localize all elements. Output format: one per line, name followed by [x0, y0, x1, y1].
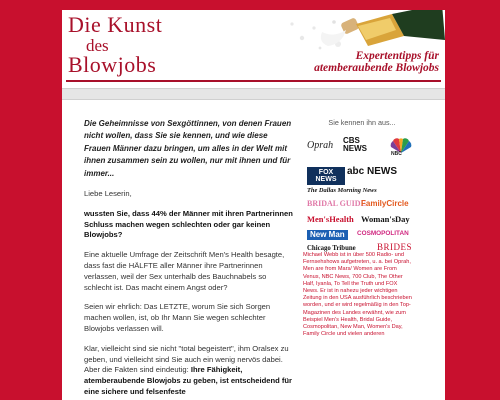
main-content: [84, 118, 294, 400]
site-logo[interactable]: [68, 14, 162, 76]
nbc-label: NBC: [391, 151, 402, 157]
mens-health-logo: Men'sHealth: [307, 214, 354, 224]
nbc-peacock-icon: [389, 135, 413, 151]
chicago-tribune-logo: Chicago Tribune: [307, 245, 356, 252]
fox-news-logo: FOX NEWS: [307, 167, 345, 185]
media-logos: [303, 133, 421, 252]
paragraph-1: Eine aktuelle Umfrage der Zeitschrift Men's Health besagte, dass fast die HÄLFTE aller Männer ihre Partnerinnen verlassen, weil der Sex unterhalb des Bauchnabels so schlecht ist. Das macht einem Angst oder?: [84, 250, 285, 292]
sidebar: [303, 118, 421, 338]
logo-line-1: Die Kunst: [68, 12, 163, 37]
paragraph-3-text: Klar, vielleicht sind sie nicht "total begeistert", ihm Oralsex zu geben, und vielleicht sind Sie auch ein wenig nervös dabei. Aber die Fakten sind eindeutig:: [84, 343, 289, 375]
paragraph-3: [84, 344, 294, 398]
author-bio: Michael Webb ist in über 500 Radio- und Fernsehshows aufgetreten, u. a. bei Oprah, Men are from Mars/ Women are From Venus, NBC News, 700 Club, The Other Half, Iyanla, To Tell the Truth und FOX News. Er ist in nahezu jeder wichtigen Zeitung in den USA ausführlich beschrieben worden, und er wird regelmäßig in den Top-Magazinen des Landes erwähnt, wie zum Beispiel Men's Health, Bridal Guide, Cosmopolitan, New Man, Women's Day, Family Circle und vielen anderen: [303, 252, 412, 338]
logo-line-3: Blowjobs: [68, 52, 157, 77]
header-rule: [66, 80, 441, 82]
brides-logo: BRIDES: [377, 242, 413, 252]
question-text: wussten Sie, dass 44% der Männer mit ihren Partnerinnen Schluss machen wegen schlechten oder gar keinen Blowjobs?: [84, 208, 293, 240]
dallas-morning-news-logo: The Dallas Morning News: [307, 187, 377, 194]
tagline: [314, 50, 439, 74]
site-header: [62, 10, 445, 82]
oprah-logo: Oprah: [307, 140, 334, 151]
header-divider-band: [62, 88, 445, 100]
cbs-news-logo: CBS NEWS: [343, 136, 367, 153]
paragraph-3-bold: Ihre Fähigkeit, atemberaubende Blowjobs zu geben, ist entscheidend für eine sichere und felsenfeste: [84, 365, 293, 396]
paragraph-2: Seien wir ehrlich: Das LETZTE, worum Sie sich Sorgen machen wollen, ist, ob Ihr Mann Sie wegen schlechter Blowjobs verlassen will.: [84, 302, 271, 333]
tagline-line-1: Expertentipps für: [355, 50, 439, 62]
page-container: [62, 10, 445, 400]
sidebar-heading: Sie kennen ihn aus...: [328, 118, 396, 127]
bridal-guide-logo: BRIDAL GUIDE: [307, 199, 366, 208]
new-man-logo: New Man: [307, 230, 348, 240]
logo-line-2: des: [86, 36, 109, 55]
tagline-line-2: atemberaubende Blowjobs: [314, 62, 439, 74]
greeting: Liebe Leserin,: [84, 189, 132, 199]
intro-text: Die Geheimnisse von Sexgöttinnen, von denen Frauen nicht wollen, dass Sie sie kennen, und wie diese Frauen Männer dazu bringen, um alles in der Welt mit ihnen zusammen sein zu wollen, nur mit ihnen und für immer...: [84, 119, 292, 178]
womans-day-logo: Woman'sDay: [361, 214, 410, 224]
cosmopolitan-logo: COSMOPOLITAN: [357, 230, 409, 237]
abc-news-logo: abc NEWS: [347, 166, 398, 177]
family-circle-logo: FamilyCircle: [361, 199, 409, 208]
